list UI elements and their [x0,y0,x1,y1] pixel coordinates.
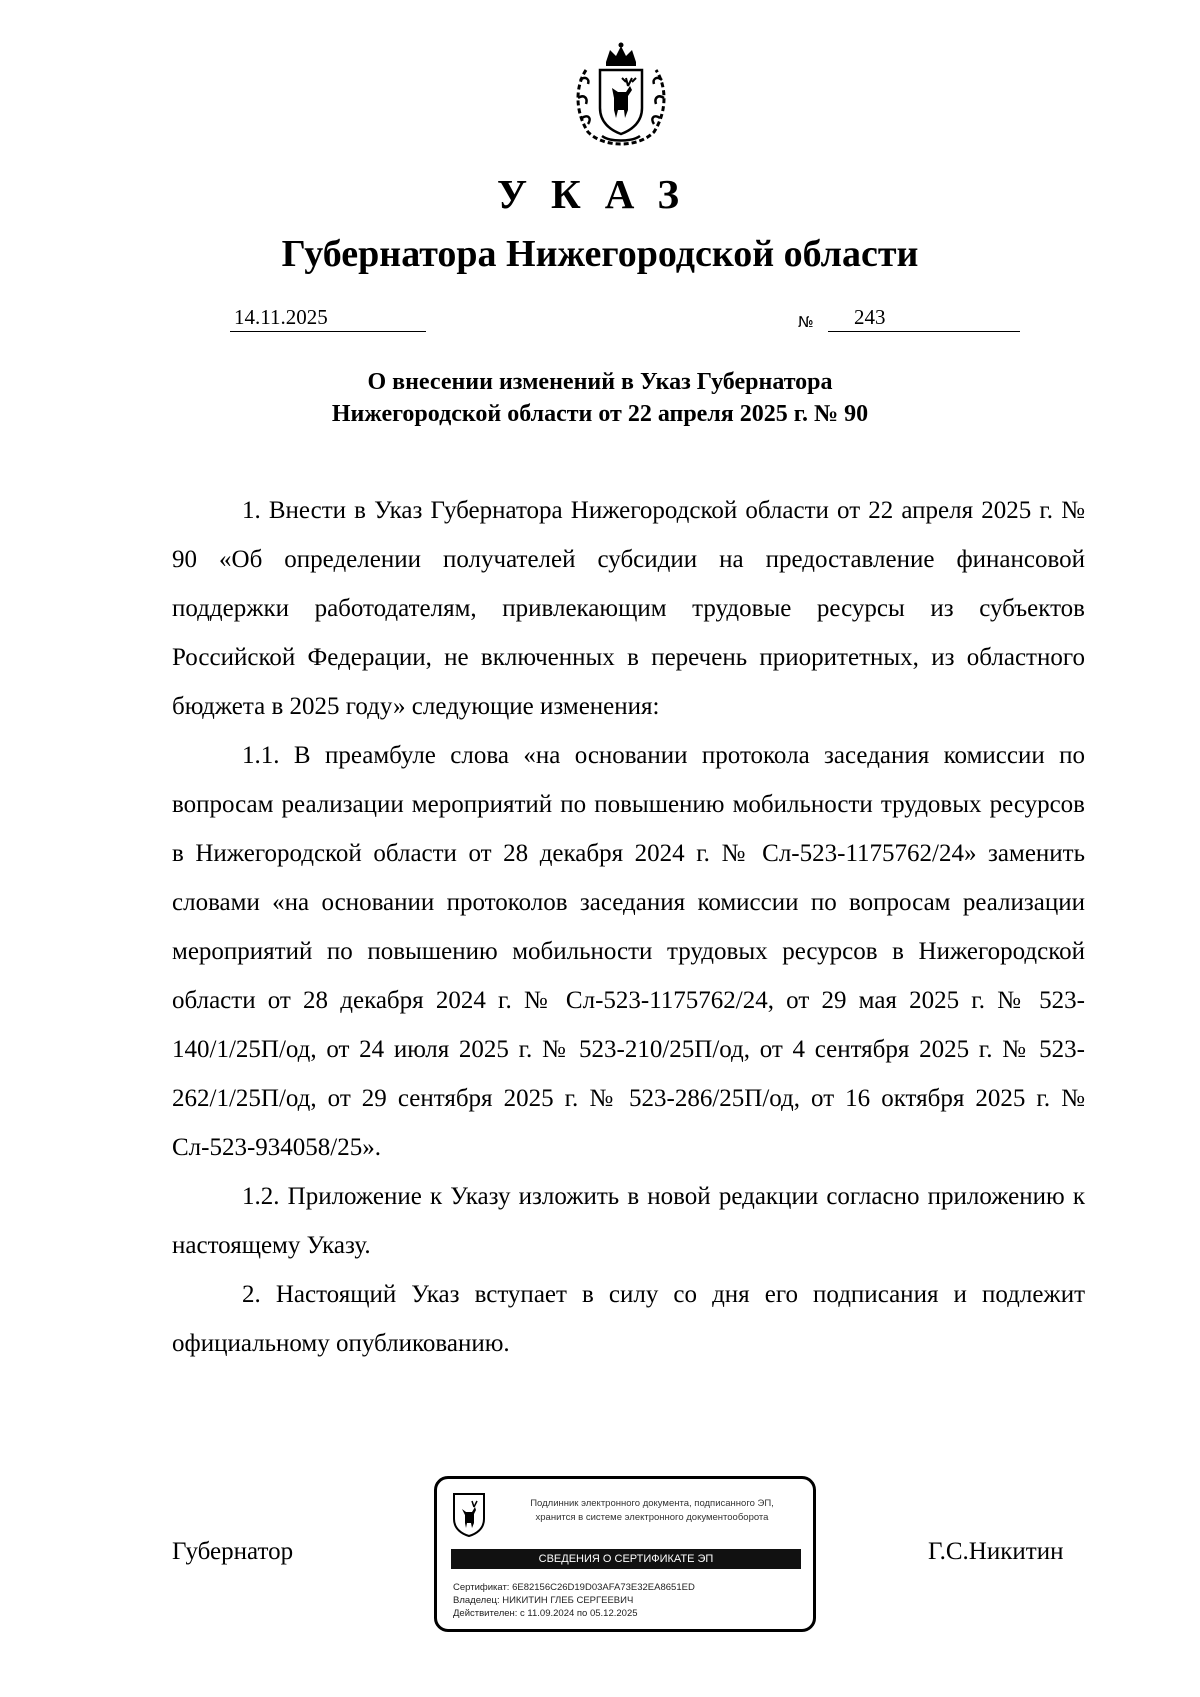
document-date: 14.11.2025 [234,305,328,329]
signatory-position: Губернатор [172,1538,294,1565]
stamp-note-line-2: хранится в системе электронного документооборота [535,1512,769,1523]
certificate-owner: Владелец: НИКИТИН ГЛЕБ СЕРГЕЕВИЧ [453,1595,634,1606]
subject-line-1: О внесении изменений в Указ Губернатора [367,369,833,395]
paragraph-1: 1. Внести в Указ Губернатора Нижегородской области от 22 апреля 2025 г. № 90 «Об определении получателей субсидии на предоставление финансовой поддержки работодателям, привлекающим трудовые ресурсы из субъектов Российской Федерации, не включенных в перечень приоритетных, из областного бюджета в 2025 году» следующие изменения: [172,497,1085,720]
certificate-validity: Действителен: с 11.09.2024 по 05.12.2025 [453,1608,638,1619]
stamp-header-bar: СВЕДЕНИЯ О СЕРТИФИКАТЕ ЭП [451,1549,801,1569]
deer-shield-icon [451,1491,487,1537]
subject-line-2: Нижегородской области от 22 апреля 2025 г. № 90 [331,401,869,427]
certificate-info [453,1581,695,1620]
stamp-note [497,1497,807,1525]
electronic-signature-stamp [434,1476,816,1632]
paragraph-1-1: 1.1. В преамбуле слова «на основании протокола заседания комиссии по вопросам реализации мероприятий по повышению мобильности трудовых ресурсов в Нижегородской области от 28 декабря 2024 г. № Сл-523-1175762/24» заменить словами «на основании протоколов заседания комиссии по вопросам реализации мероприятий по повышению мобильности трудовых ресурсов в Нижегородской области от 28 декабря 2024 г. № Сл-523-1175762/24, от 29 мая 2025 г. № 523-140/1/25П/од, от 24 июля 2025 г. № 523-210/25П/од, от 4 сентября 2025 г. № 523-262/1/25П/од, от 29 сентября 2025 г. № 523-286/25П/од, от 16 октября 2025 г. № Сл-523-934058/25». [172,742,1085,1161]
document-subtitle: Губернатора Нижегородской области [281,233,919,275]
signatory-name: Г.С.Никитин [928,1538,1064,1565]
certificate-id: Сертификат: 6E82156C26D19D03AFA73E32EA8651ED [453,1582,695,1593]
document-number: 243 [854,305,886,329]
number-label: № [798,313,814,331]
stamp-note-line-1: Подлинник электронного документа, подписанного ЭП, [530,1498,774,1509]
paragraph-2: 2. Настоящий Указ вступает в силу со дня его подписания и подлежит официальному опубликованию. [172,1281,1085,1357]
paragraph-1-2: 1.2. Приложение к Указу изложить в новой редакции согласно приложению к настоящему Указу. [172,1183,1085,1259]
document-number-field [828,305,1020,332]
document-body [172,486,1085,1368]
document-title: УКАЗ [496,171,704,217]
coat-of-arms-icon [566,40,676,148]
document-date-field [230,305,426,332]
document-subject [0,366,1200,430]
